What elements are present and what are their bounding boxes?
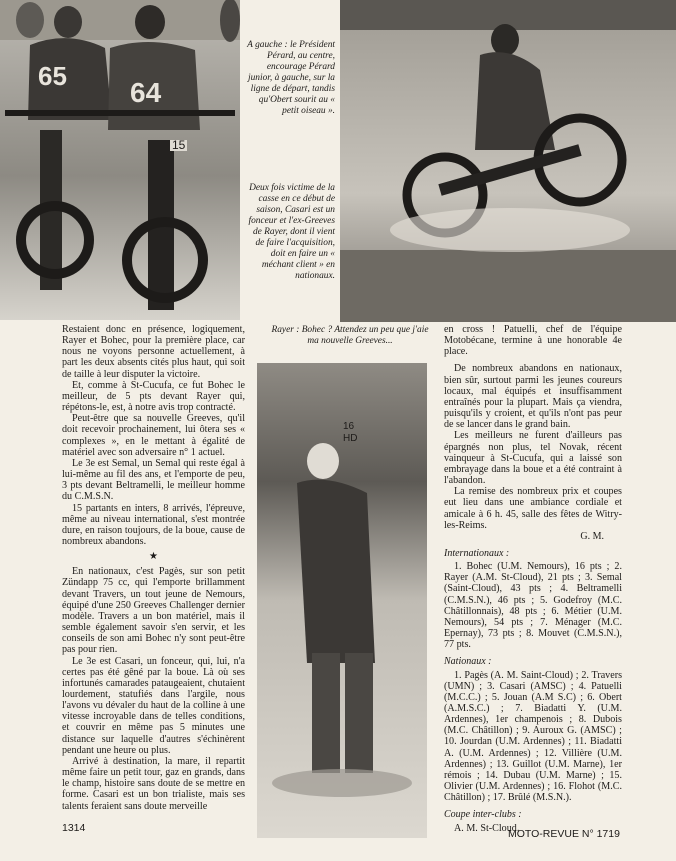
coupe-heading: Coupe inter-clubs : [444, 809, 522, 821]
photo-rider-in-mud [257, 363, 427, 838]
article-left-column [62, 324, 245, 812]
magazine-footer: MOTO-REVUE N° 1719 [508, 828, 620, 840]
paragraph: Restaient donc en présence, logiquement, Rayer et Bohec, pour la première place, car nous ne voyons personne actuellement, à part les deux absents cités plus haut, qui soit de taille à leur disputer la victoire. [62, 324, 245, 380]
section-star: ★ [149, 551, 158, 563]
paragraph: De nombreux abandons en nationaux, bien sûr, surtout parmi les jeunes coureurs locaux, mal équipés et insuffisamment entraînés pour la plupart. Mais ça viendra, puisqu'ils y croient, et qu'ils n'ont pas peur de se lancer dans le grand bain. [444, 363, 622, 431]
paragraph: 15 partants en inters, 8 arrivés, l'épreuve, même au niveau international, s'est montrée dure, en raison toujours, de la boue, cause de nombreux abandons. [62, 502, 245, 547]
coupe-result: A. M. St-Cloud. [454, 822, 520, 834]
results-internationaux: 1. Bohec (U.M. Nemours), 16 pts ; 2. Rayer (A.M. St-Cloud), 21 pts ; 3. Semal (Saint-Cloud), 43 pts ; 4. Beltramelli (C.M.S.N.), 46 pts ; 5. Godefroy (M.C. Châtillonnais), 48 pts ; 6. Métier (U.M. Nemours), 54 pts ; 7. Ménager (M.C. Epernay), 73 pts ; 8. Mouvet (C.M.S.N.), 77 pts. [444, 561, 622, 651]
race-number-64: 64 [130, 77, 162, 108]
paragraph: en cross ! Patuelli, chef de l'équipe Motobécane, termine à une honorable 4e place. [444, 324, 622, 358]
results-internationaux-heading: Internationaux : [444, 547, 510, 559]
author-signature: G. M. [580, 530, 604, 542]
paragraph: Et, comme à St-Cucufa, ce fut Bohec le meilleur, de 5 pts devant Rayer qui, répétons-le, est, à notre avis trop contracté. [62, 379, 245, 414]
photo-water-crossing [340, 0, 676, 322]
paragraph: La remise des nombreux prix et coupes eut lieu dans une ambiance cordiale et amicale à 6 h. 45, salle des fêtes de Witry-les-Reims. [444, 486, 622, 531]
race-number-65: 65 [38, 61, 67, 91]
results-nationaux-heading: Nationaux : [444, 656, 492, 668]
paragraph: Le 3e est Semal, un Semal qui reste égal à lui-même au fil des ans, et l'emporte de peu, 3 pts devant Beltramelli, le meilleur homme du C.M.S.N. [62, 457, 245, 503]
caption-rayer: Rayer : Bohec ? Attendez un peu que j'aie ma nouvelle Greeves... [271, 325, 429, 346]
photo-start-line [0, 0, 240, 320]
paragraph: Les meilleurs ne furent d'ailleurs pas épargnés non plus, tel Novak, récent vainqueur à St-Cucufa, qui a laissé son embrayage dans la boue et a été contraint à l'abandon. [444, 430, 622, 487]
caption-start-line: A gauche : le Président Pérard, au centre, encourage Pérard junior, à gauche, sur la ligne de départ, tandis qu'Obert sourit au « petit oiseau ». [247, 40, 335, 116]
paragraph: Le 3e est Casari, un fonceur, qui, lui, n'a certes pas été gêné par la boue. Là où ses infortunés camarades pataugeaient, chutaient lourdement, statufiés dans l'argile, nous l'avons vu dévaler du haut de la colline à une vitesse incroyable dans de telles conditions, et couvrir en même pas 5 minutes une distance sur laquelle d'autres s'échinèrent pendant une heure ou plus. [62, 655, 245, 756]
article-right-column [444, 324, 622, 834]
results-nationaux: 1. Pagès (A. M. Saint-Cloud) ; 2. Travers (UMN) ; 3. Casari (AMSC) ; 4. Patuelli (M.C.C.) ; 5. Jouan (A.M S.C) ; 6. Obert (A.M.S.C.) ; 7. Biadatti Y. (U.M. Ardennes), 1er champenois ; 8. Dubois (M.C. Châtillon) ; 9. Auroux G. (AMSC) ; 10. Jourdan (U.M. Ardennes) ; 11. Biadatti A. (U.M. Ardennes) ; 12. Villière (U.M. Ardennes) ; 13. Guillot (U.M. Marne), 1er rémois ; 14. Dubau (U.M. Marne) ; 15. Olivier (U.M. Ardennes) ; 16. Flohot (M.C. Châtillon) ; 17. Brûlé (M.S.N.). [444, 669, 622, 804]
paragraph: Arrivé à destination, la mare, il repartit même faire un petit tour, gaz en grands, dans le champ, histoire sans doute de se mettre en forme. Casari est un bon trialiste, mais ses talents feraient sans doute merveille [62, 755, 245, 812]
caption-casari: Deux fois victime de la casse en ce début de saison, Casari est un fonceur et l'ex-Greeves de Rayer, dont il vient de faire l'acquisition, doit en faire un « méchant client » en nationaux. [248, 183, 335, 281]
paragraph: En nationaux, c'est Pagès, sur son petit Zündapp 75 cc, qui l'emporte brillamment devant Travers, un tout jeune de Nemours, équipé d'une 250 Greeves Challenger dernier modèle. Travers a un bon matériel, mais il semble également savoir s'en servir, et les conseils de son ami Bohec n'y sont peut-être pas pour rien. [62, 566, 245, 656]
page-number: 1314 [62, 822, 86, 834]
race-number-15: 15 [172, 138, 186, 152]
rider-plate-number: 16 HD [343, 421, 358, 444]
paragraph: Peut-être que sa nouvelle Greeves, qu'il doit recevoir prochainement, lui ôtera ses « complexes », en le mettant à égalité de matériel avec son adversaire n° 1 actuel. [62, 413, 245, 458]
